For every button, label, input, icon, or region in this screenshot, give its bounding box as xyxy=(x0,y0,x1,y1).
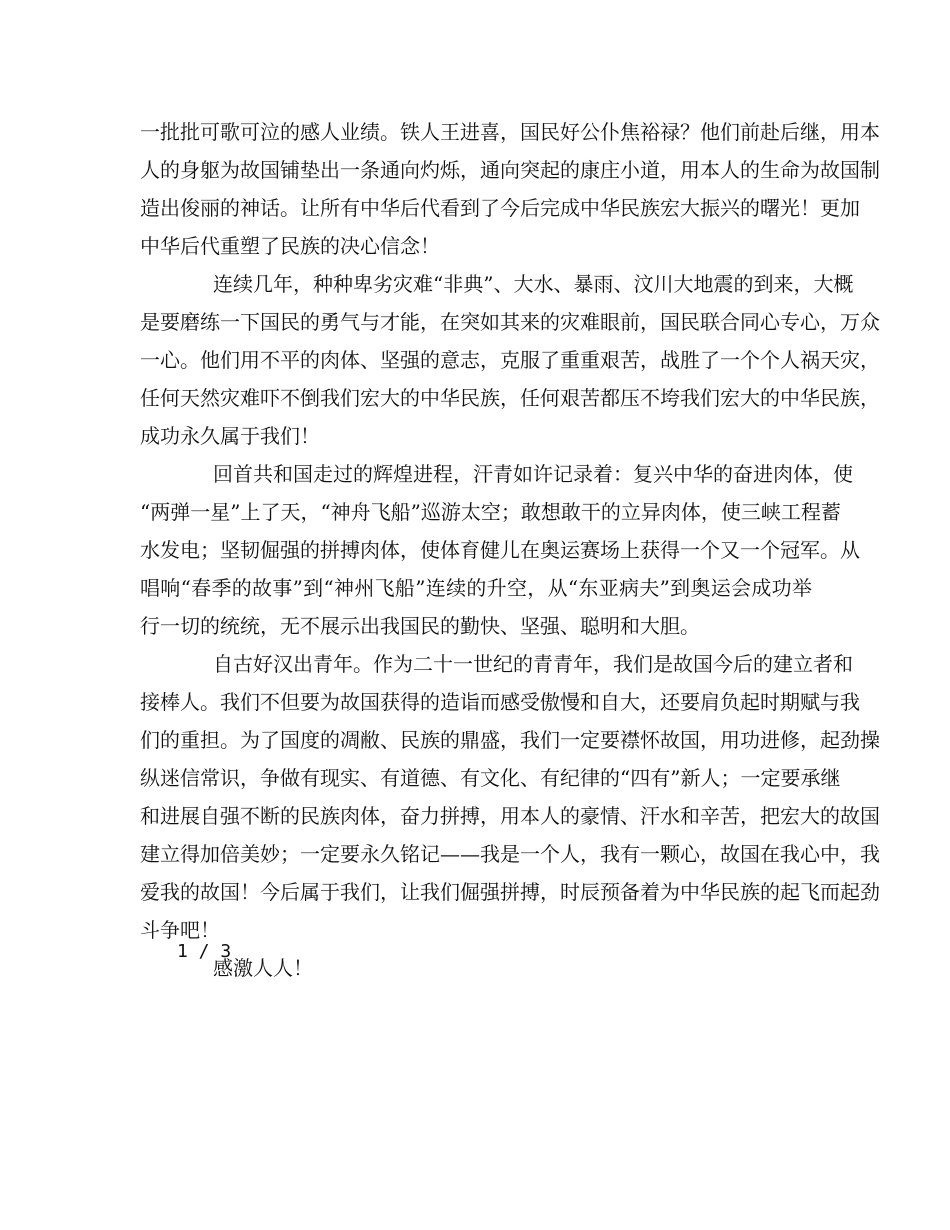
text-line: 造出俊丽的神话。让所有中华后代看到了今后完成中华民族宏大振兴的曙光！更加 xyxy=(140,196,860,220)
text-line: “两弹一星”上了天，“神舟飞船”巡游太空；敢想敢干的立异肉体，使三峡工程蓄 xyxy=(140,500,841,524)
paragraph-first-line: 连续几年，种种卑劣灾难“非典”、大水、暴雨、汶川大地震的到来，大概 xyxy=(213,272,854,296)
text-line: 成功永久属于我们！ xyxy=(140,424,320,448)
text-line: 行一切的统统，无不展示出我国民的勤快、坚强、聪明和大胆。 xyxy=(140,614,700,638)
text-line: 建立得加倍美妙；一定要永久铭记——我是一个人，我有一颗心，故国在我心中，我 xyxy=(140,842,880,866)
text-line: 中华后代重塑了民族的决心信念！ xyxy=(140,234,440,258)
paragraph-first-line: 回首共和国走过的辉煌进程，汗青如许记录着：复兴中华的奋进肉体，使 xyxy=(213,462,853,486)
text-line: 接棒人。我们不但要为故国获得的造诣而感受傲慢和自大，还要肩负起时期赋与我 xyxy=(140,690,860,714)
text-line: 爱我的故国！今后属于我们，让我们倔强拼搏，时辰预备着为中华民族的起飞而起劲 xyxy=(140,880,880,904)
paragraph-first-line: 自古好汉出青年。作为二十一世纪的青青年，我们是故国今后的建立者和 xyxy=(213,652,853,676)
text-line: 是要磨练一下国民的勇气与才能，在突如其来的灾难眼前，国民联合同心专心，万众 xyxy=(140,310,880,334)
text-line: 唱响“春季的故事”到“神州飞船”连续的升空，从“东亚病夫”到奥运会成功举 xyxy=(140,576,812,600)
text-line: 任何天然灾难吓不倒我们宏大的中华民族，任何艰苦都压不垮我们宏大的中华民族， xyxy=(140,386,880,410)
document-body xyxy=(140,113,880,987)
closing-line: 感激人人！ xyxy=(213,956,313,980)
text-line: 水发电；坚韧倔强的拼搏肉体，使体育健儿在奥运赛场上获得一个又一个冠军。从 xyxy=(140,538,860,562)
text-line: 纵迷信常识，争做有现实、有道德、有文化、有纪律的“四有”新人；一定要承继 xyxy=(140,766,841,790)
text-line: 斗争吧！ xyxy=(140,918,220,942)
text-line: 们的重担。为了国度的凋敝、民族的鼎盛，我们一定要襟怀故国，用功进修，起劲操 xyxy=(140,728,880,752)
text-line: 一心。他们用不平的肉体、坚强的意志，克服了重重艰苦，战胜了一个个人祸天灾， xyxy=(140,348,880,372)
page-number: 1 / 3 xyxy=(177,941,232,962)
text-line: 人的身躯为故国铺垫出一条通向灼烁，通向突起的康庄小道，用本人的生命为故国制 xyxy=(140,158,880,182)
text-line: 一批批可歌可泣的感人业绩。铁人王进喜，国民好公仆焦裕禄？他们前赴后继，用本 xyxy=(140,120,880,144)
text-line: 和进展自强不断的民族肉体，奋力拼搏，用本人的豪情、汗水和辛苦，把宏大的故国 xyxy=(140,804,880,828)
